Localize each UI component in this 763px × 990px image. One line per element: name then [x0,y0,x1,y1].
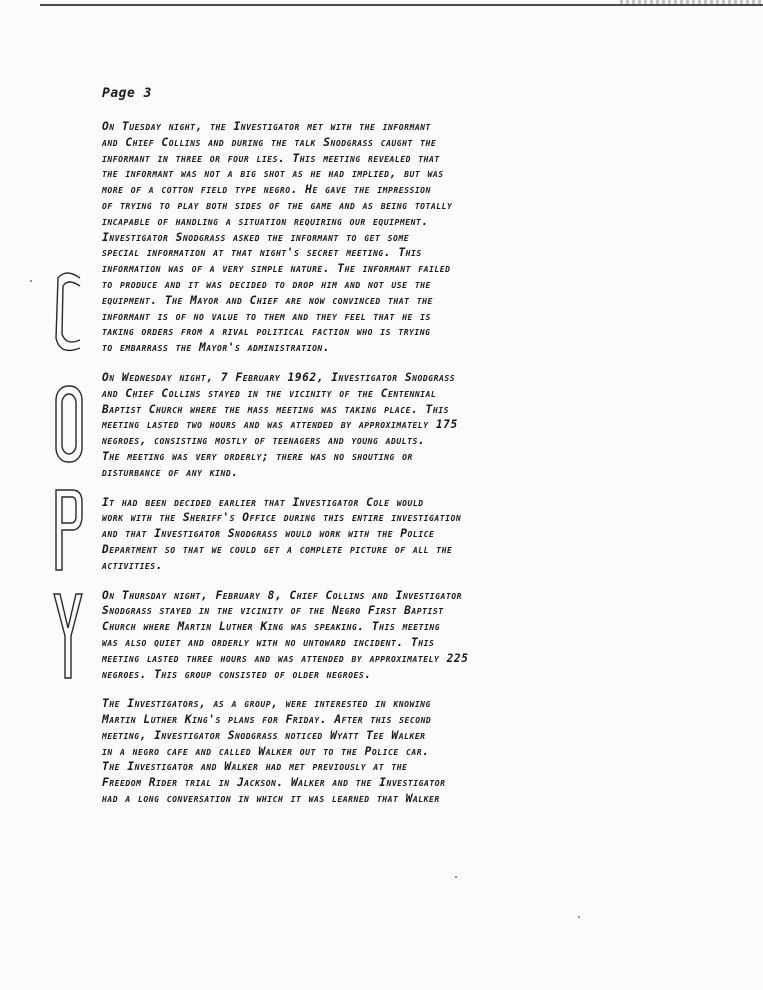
text-line: informant is of no value to them and they feel that he is [102,309,431,323]
text-line: Baptist Church where the mass meeting was taking place. This [102,402,449,416]
stamp-letter-c [56,273,80,350]
copy-stamp [46,268,88,688]
text-line: information was of a very simple nature. The informant failed [102,262,451,276]
text-line: The meeting was very orderly; there was no shouting or [102,449,413,463]
text-line: Martin Luther King's plans for Friday. After this second [102,713,432,727]
text-line: activities. [102,558,163,572]
top-scan-artifact [620,0,763,4]
text-line: was also quiet and orderly with no untoward incident. This [102,635,435,649]
text-line: Department so that we could get a complete picture of all the [102,542,453,556]
paragraph-thursday-meeting [102,588,750,683]
text-line: taking orders from a rival political faction who is trying [102,325,431,339]
paragraph-wednesday-meeting [102,370,750,481]
scan-speck [455,876,457,878]
text-line: in a negro cafe and called Walker out to the Police car. [102,744,430,758]
paragraph-tuesday-meeting [102,119,750,356]
text-line: of trying to play both sides of the game and as being totally [102,198,453,212]
text-line: more of a cotton field type negro. He gave the impression [102,183,431,197]
text-line: the informant was not a big shot as he had implied, but was [102,167,444,181]
letter-body [102,119,750,821]
text-line: Investigator Snodgrass asked the informant to get some [102,230,410,244]
text-line: Church where Martin Luther King was speaking. This meeting [102,620,441,634]
text-line: and Chief Collins stayed in the vicinity of the Centennial [102,386,437,400]
page-number: Page 3 [102,86,152,101]
text-line: On Wednesday night, 7 February 1962, Investigator Snodgrass [102,370,456,384]
scan-speck [30,280,32,282]
text-line: It had been decided earlier that Investigator Cole would [102,495,424,509]
text-line: to embarrass the Mayor's administration. [102,341,331,355]
text-line: had a long conversation in which it was learned that Walker [102,792,440,806]
text-line: equipment. The Mayor and Chief are now convinced that the [102,293,433,307]
text-line: negroes. This group consisted of older negroes. [102,667,372,681]
top-border-rule [40,4,763,6]
text-line: Snodgrass stayed in the vicinity of the Negro First Baptist [102,604,444,618]
text-line: incapable of handling a situation requiring our equipment. [102,214,429,228]
text-line: work with the Sheriff's Office during this entire investigation [102,511,462,525]
text-line: On Thursday night, February 8, Chief Collins and Investigator [102,588,462,602]
text-line: and Chief Collins and during the talk Snodgrass caught the [102,135,437,149]
text-line: and that Investigator Snodgrass would work with the Police [102,527,435,541]
paragraph-friday-plans [102,696,750,807]
text-line: meeting lasted two hours and was attended by approximately 175 [102,418,458,432]
text-line: The Investigator and Walker had met previously at the [102,760,408,774]
text-line: Freedom Rider trial in Jackson. Walker and the Investigator [102,776,446,790]
paragraph-assignments [102,495,750,574]
scan-speck [578,916,580,918]
text-line: negroes, consisting mostly of teenagers and young adults. [102,434,426,448]
stamp-letter-y [54,594,82,678]
text-line: On Tuesday night, the Investigator met with the informant [102,120,431,133]
stamp-letter-o [56,386,82,462]
text-line: disturbance of any kind. [102,465,239,479]
text-line: informant in three or four lies. This meeting revealed that [102,151,440,165]
text-line: to produce and it was decided to drop him and not use the [102,277,431,291]
text-line: meeting, Investigator Snodgrass noticed Wyatt Tee Walker [102,728,426,742]
stamp-letter-p [56,490,82,570]
text-line: The Investigators, as a group, were interested in knowing [102,697,431,711]
text-line: meeting lasted three hours and was attended by approximately 225 [102,651,469,665]
text-line: special information at that night's secret meeting. This [102,246,422,260]
